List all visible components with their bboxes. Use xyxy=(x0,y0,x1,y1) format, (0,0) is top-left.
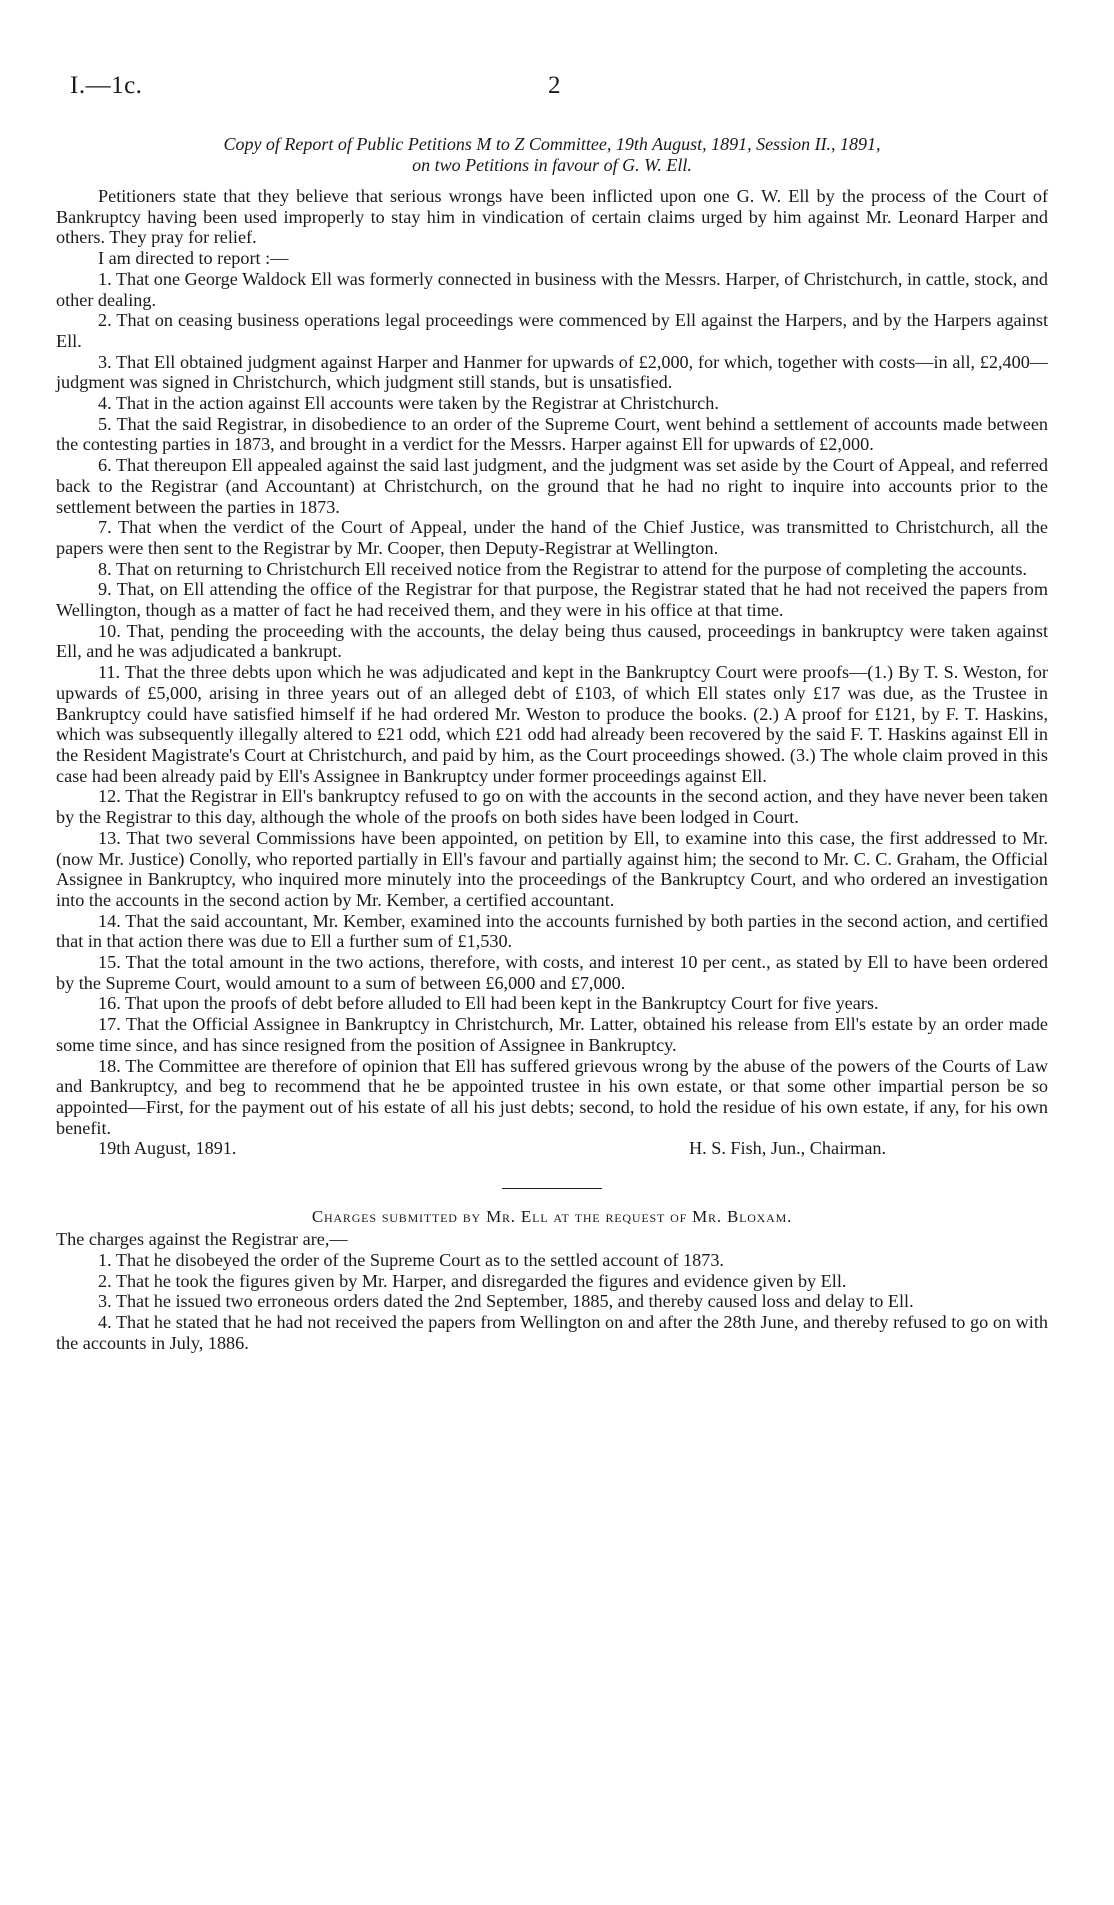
report-title-line-2: on two Petitions in favour of G. W. Ell. xyxy=(412,155,692,175)
finding-2: 2. That on ceasing business operations legal proceedings were commenced by Ell against the Harpers, and by the Harpers against Ell. xyxy=(56,310,1048,351)
document-page xyxy=(56,72,1048,1354)
charge-4: 4. That he stated that he had not received the papers from Wellington on and after the 28th June, and thereby refused to go on with the accounts in July, 1886. xyxy=(56,1312,1048,1353)
finding-4: 4. That in the action against Ell accounts were taken by the Registrar at Christchurch. xyxy=(98,393,719,414)
charge-2: 2. That he took the figures given by Mr. Harper, and disregarded the figures and evidence given by Ell. xyxy=(98,1270,847,1291)
finding-3: 3. That Ell obtained judgment against Harper and Hanmer for upwards of £2,000, for which, together with costs—in all, £2,400—judgment was signed in Christchurch, which judgment still stands, but is unsatisfied. xyxy=(56,351,1048,393)
document-reference: I.—1c. xyxy=(70,72,143,99)
page-header xyxy=(56,72,1048,112)
finding-17: 17. That the Official Assignee in Bankruptcy in Christchurch, Mr. Latter, obtained his release from Ell's estate by an order made some time since, and has since resigned from the position of Assignee in Bankruptcy. xyxy=(56,1014,1048,1055)
charge-3: 3. That he issued two erroneous orders dated the 2nd September, 1885, and thereby caused loss and delay to Ell. xyxy=(98,1291,914,1312)
section-divider xyxy=(502,1188,602,1189)
report-body xyxy=(56,186,1048,1138)
charges-intro: The charges against the Registrar are,— xyxy=(56,1229,348,1250)
finding-12: 12. That the Registrar in Ell's bankruptcy refused to go on with the accounts in the second action, and they have never been taken by the Registrar to this day, although the whole of the proofs on both sides have been lodged in Court. xyxy=(56,786,1048,828)
finding-8: 8. That on returning to Christchurch Ell received notice from the Registrar to attend for the purpose of completing the accounts. xyxy=(98,558,1027,579)
charges-title: Charges submitted by Mr. Ell at the request of Mr. Bloxam. xyxy=(311,1207,793,1227)
finding-13: 13. That two several Commissions have been appointed, on petition by Ell, to examine into this case, the first addressed to Mr. (now Mr. Justice) Conolly, who reported partially in Ell's favour and partially against him; the second to Mr. C. C. Graham, the Official Assignee in Bankruptcy, who inquired more minutely into the proceedings of the Bankruptcy Court, and who ordered an investigation into the accounts in the second action by Mr. Kember, a certified accountant. xyxy=(56,827,1048,910)
finding-18: 18. The Committee are therefore of opinion that Ell has suffered grievous wrong by the abuse of the powers of the Courts of Law and Bankruptcy, and beg to recommend that he be appointed trustee in his own estate, or that some other impartial person be so appointed—First, for the payment out of his estate of all his just debts; second, to hold the residue of his own estate, if any, for his own benefit. xyxy=(56,1055,1048,1138)
finding-5: 5. That the said Registrar, in disobedience to an order of the Supreme Court, went behind a settlement of accounts made between the contesting parties in 1873, and brought in a verdict for the Messrs. Harper against Ell for upwards of £2,000. xyxy=(56,413,1048,455)
charge-1: 1. That he disobeyed the order of the Supreme Court as to the settled account of 1873. xyxy=(98,1250,724,1271)
signature-name: H. S. Fish, Jun., Chairman. xyxy=(689,1138,887,1159)
finding-6: 6. That thereupon Ell appealed against the said last judgment, and the judgment was set aside by the Court of Appeal, and referred back to the Registrar (and Accountant) at Christchurch, on the ground that he had no right to inquire into accounts prior to the settlement between the parties in 1873. xyxy=(56,455,1048,517)
charges-body xyxy=(56,1229,1048,1353)
signature-date: 19th August, 1891. xyxy=(98,1138,237,1159)
finding-16: 16. That upon the proofs of debt before alluded to Ell had been kept in the Bankruptcy Court for five years. xyxy=(98,993,879,1014)
report-title-line-1: Copy of Report of Public Petitions M to Z Committee, 19th August, 1891, Session II., 1891, xyxy=(223,134,881,154)
report-title xyxy=(56,134,1048,176)
finding-11: 11. That the three debts upon which he was adjudicated and kept in the Bankruptcy Court were proofs—(1.) By T. S. Weston, for upwards of £5,000, arising in three years out of an alleged debt of £103, of which Ell states only £17 was due, as the Trustee in Bankruptcy could have satisfied himself if he had ordered Mr. Weston to produce the books. (2.) A proof for £121, by F. T. Haskins, which was subsequently illegally altered to £21 odd, which £21 odd had already been recovered by the said F. T. Haskins against Ell in the Resident Magistrate's Court at Christchurch, and paid by him, as the Court proceedings showed. (3.) The whole claim proved in this case had been already paid by Ell's Assignee in Bankruptcy under former proceedings against Ell. xyxy=(56,662,1048,786)
finding-1: 1. That one George Waldock Ell was formerly connected in business with the Messrs. Harper, of Christchurch, in cattle, stock, and other dealing. xyxy=(56,268,1048,310)
finding-15: 15. That the total amount in the two actions, therefore, with costs, and interest 10 per cent., as stated by Ell to have been ordered by the Supreme Court, would amount to a sum of between £6,000 and £7,000. xyxy=(56,952,1048,993)
directive-paragraph: I am directed to report :— xyxy=(98,248,289,269)
page-number: 2 xyxy=(548,72,561,99)
finding-9: 9. That, on Ell attending the office of the Registrar for that purpose, the Registrar stated that he had not received the papers from Wellington, though as a matter of fact he had received them, and they were in his office at that time. xyxy=(56,579,1048,621)
finding-14: 14. That the said accountant, Mr. Kember, examined into the accounts furnished by both parties in the second action, and certified that in that action there was due to Ell a further sum of £1,530. xyxy=(56,910,1048,952)
finding-7: 7. That when the verdict of the Court of Appeal, under the hand of the Chief Justice, was transmitted to Christchurch, all the papers were then sent to the Registrar by Mr. Cooper, then Deputy-Registrar at Wellington. xyxy=(56,517,1048,558)
finding-10: 10. That, pending the proceeding with the accounts, the delay being thus caused, proceedings in bankruptcy were taken against Ell, and he was adjudicated a bankrupt. xyxy=(56,620,1048,662)
signature-block xyxy=(56,1138,1048,1160)
intro-paragraph: Petitioners state that they believe that serious wrongs have been inflicted upon one G. W. Ell by the process of the Court of Bankruptcy having been used improperly to stay him in vindication of certain claims urged by him against Mr. Leonard Harper and others. They pray for relief. xyxy=(56,186,1048,248)
